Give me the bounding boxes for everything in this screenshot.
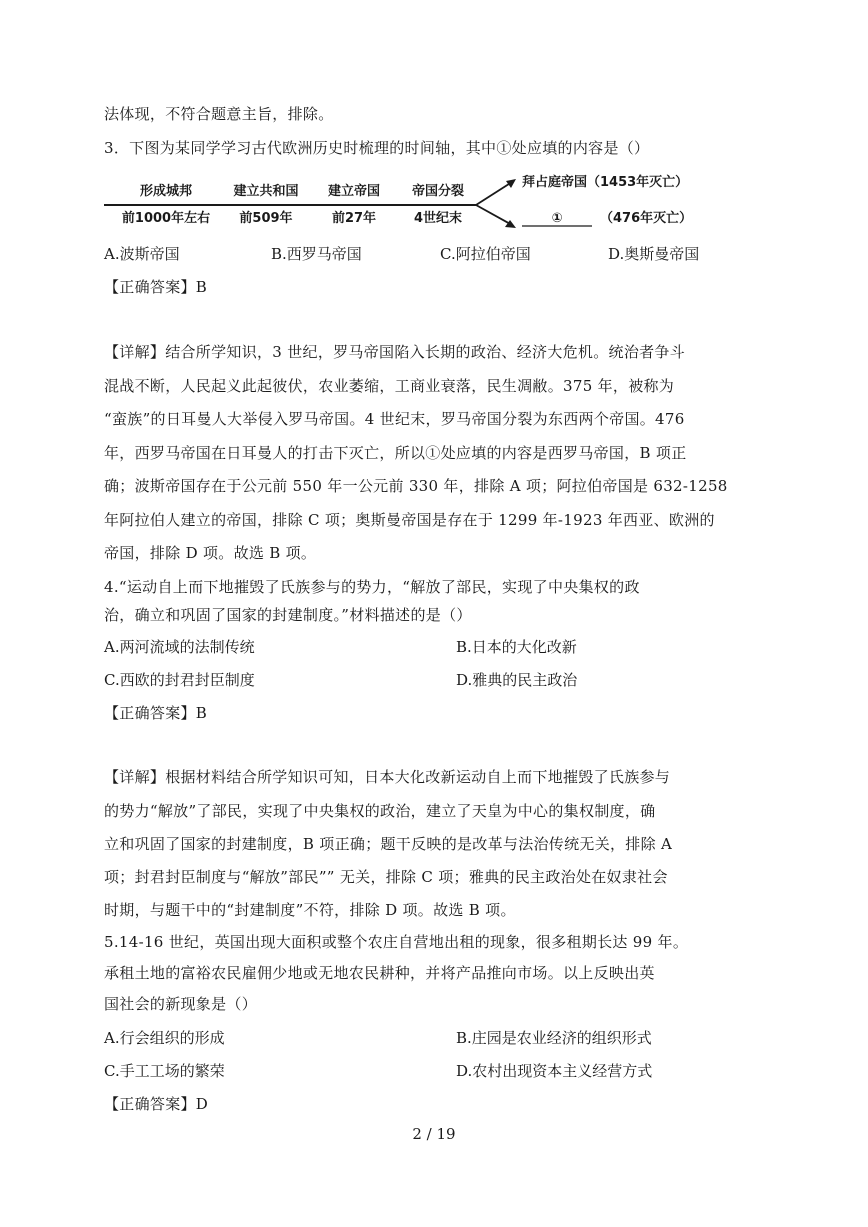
timeline-date: 4世纪末 [413, 211, 463, 226]
timeline-branch-byzantine: 拜占庭帝国（1453年灭亡） [522, 175, 689, 190]
timeline-event: 建立帝国 [327, 184, 381, 199]
page-number: 2 / 19 [412, 1125, 456, 1143]
timeline-svg [104, 170, 724, 240]
timeline-event: 建立共和国 [233, 184, 299, 199]
detail-line: 项；封君封臣制度与“解放”部民”” 无关，排除 C 项；雅典的民主政治处在奴隶社会 [104, 868, 668, 886]
answer-line: 【正确答案】B [104, 278, 208, 296]
answer-line: 【正确答案】B [104, 704, 208, 722]
detail-line: 【详解】根据材料结合所学知识可知，日本大化改新运动自上而下地摧毁了氏族参与 [104, 768, 671, 786]
detail-line: 确；波斯帝国存在于公元前 550 年一公元前 330 年，排除 A 项；阿拉伯帝国是 632-1258 [104, 477, 728, 495]
option-a: A.行会组织的形成 [104, 1029, 225, 1047]
question-5-stem: 国社会的新现象是（） [104, 995, 258, 1013]
timeline-event: 形成城邦 [139, 184, 193, 199]
question-5-stem: 5.14-16 世纪，英国出现大面积或整个农庄自营地出租的现象，很多租期长达 99 年。 [104, 933, 689, 951]
option-b: B.庄园是农业经济的组织形式 [456, 1029, 652, 1047]
question-4-stem: 4.“运动自上而下地摧毁了氏族参与的势力，“解放了部民，实现了中央集权的政 [104, 578, 640, 596]
detail-line: 混战不断，人民起义此起彼伏，农业萎缩，工商业衰落，民生凋敝。375 年，被称为 [104, 377, 675, 395]
detail-line: 年，西罗马帝国在日耳曼人的打击下灭亡，所以①处应填的内容是西罗马帝国，B 项正 [104, 444, 687, 462]
option-d: D.奥斯曼帝国 [608, 245, 700, 263]
timeline-blank-marker: ① [551, 211, 563, 226]
timeline-figure [104, 170, 724, 240]
answer-line: 【正确答案】D [104, 1095, 209, 1113]
detail-line: 时期，与题干中的“封建制度”不符，排除 D 项。故选 B 项。 [104, 901, 516, 919]
option-a: A.两河流域的法制传统 [104, 638, 255, 656]
timeline-branch-down [476, 205, 512, 225]
option-b: B.西罗马帝国 [271, 245, 362, 263]
question-3-stem: 3．下图为某同学学习古代欧洲历史时梳理的时间轴，其中①处应填的内容是（） [104, 139, 650, 157]
paragraph-line: 法体现，不符合题意主旨，排除。 [104, 105, 334, 123]
option-d: D.雅典的民主政治 [456, 671, 578, 689]
arrow-head-icon [506, 179, 516, 188]
detail-line: 年阿拉伯人建立的帝国，排除 C 项；奥斯曼帝国是存在于 1299 年-1923 年西亚、欧洲的 [104, 511, 715, 529]
detail-line: 帝国，排除 D 项。故选 B 项。 [104, 544, 317, 562]
question-5-stem: 承租土地的富裕农民雇佣少地或无地农民耕种，并将产品推向市场。以上反映出英 [104, 964, 655, 982]
timeline-event: 帝国分裂 [411, 184, 465, 199]
option-c: C.阿拉伯帝国 [440, 245, 531, 263]
detail-line: 的势力“解放”了部民，实现了中央集权的政治，建立了天皇为中心的集权制度，确 [104, 802, 656, 820]
timeline-branch-up [476, 182, 512, 205]
option-a: A.波斯帝国 [104, 245, 180, 263]
option-c: C.手工工场的繁荣 [104, 1062, 225, 1080]
detail-line: 【详解】结合所学知识，3 世纪，罗马帝国陷入长期的政治、经济大危机。统治者争斗 [104, 343, 686, 361]
option-c: C.西欧的封君封臣制度 [104, 671, 255, 689]
timeline-date: 前1000年左右 [121, 211, 211, 226]
detail-line: 立和巩固了国家的封建制度，B 项正确；题干反映的是改革与法治传统无关，排除 A [104, 835, 673, 853]
timeline-date: 前509年 [239, 211, 293, 226]
option-b: B.日本的大化改新 [456, 638, 577, 656]
option-d: D.农村出现资本主义经营方式 [456, 1062, 653, 1080]
timeline-date: 前27年 [331, 211, 377, 226]
detail-line: “蛮族”的日耳曼人大举侵入罗马帝国。4 世纪末，罗马帝国分裂为东西两个帝国。476 [104, 410, 685, 428]
timeline-branch-note: （476年灭亡） [600, 211, 693, 226]
question-4-stem: 治，确立和巩固了国家的封建制度。”材料描述的是（） [104, 606, 472, 624]
